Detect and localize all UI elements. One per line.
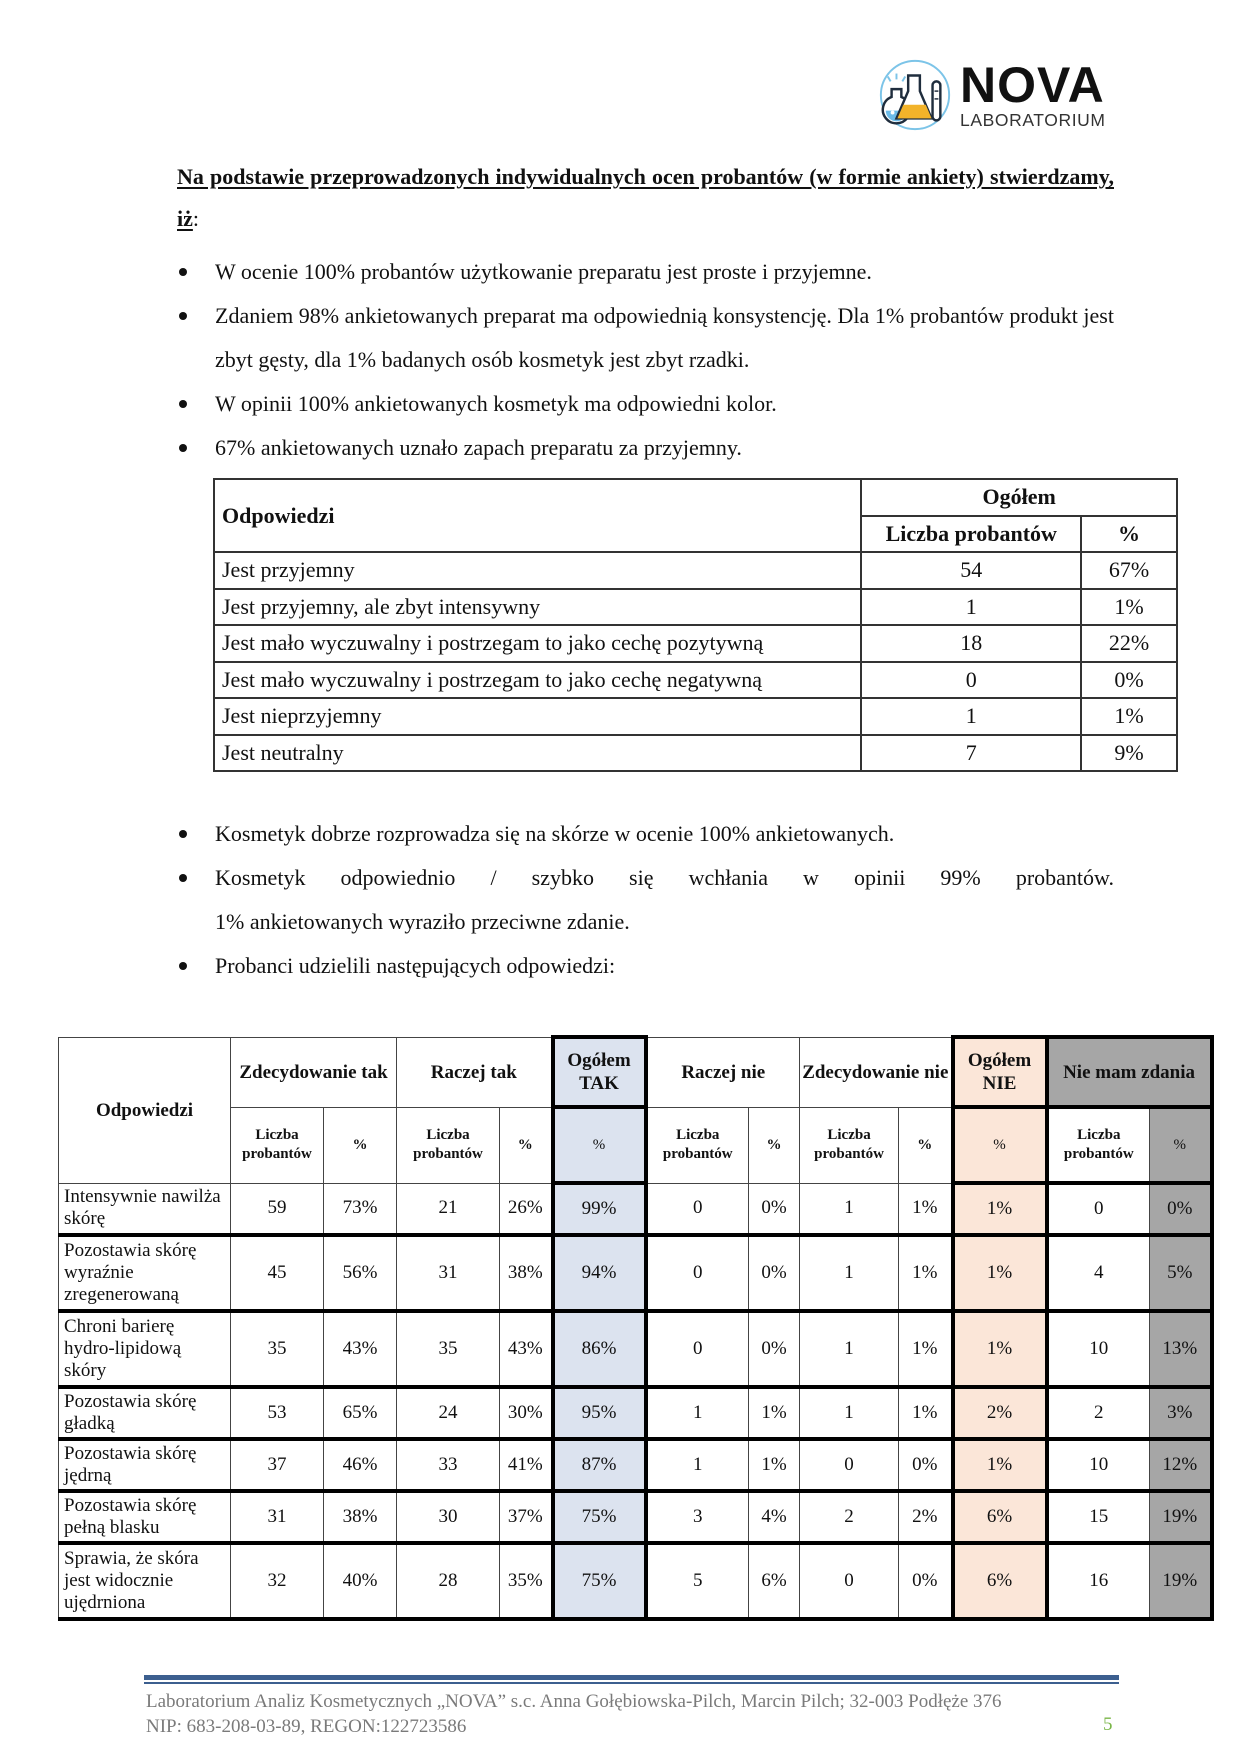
lab-flasks-icon bbox=[876, 56, 954, 134]
table-row bbox=[59, 1439, 1212, 1491]
subheader-count: Liczba probantów bbox=[800, 1107, 899, 1183]
row-count: 18 bbox=[861, 625, 1081, 662]
row-label: Jest nieprzyjemny bbox=[214, 698, 861, 735]
cell: 0 bbox=[1047, 1183, 1150, 1235]
cell: 38% bbox=[500, 1235, 553, 1311]
table-row bbox=[214, 552, 1177, 589]
row-label: Jest mało wyczuwalny i postrzegam to jako cechę pozytywną bbox=[214, 625, 861, 662]
cell: 0 bbox=[800, 1439, 899, 1491]
smell-header-total: Ogółem bbox=[861, 479, 1177, 516]
row-count: 1 bbox=[861, 589, 1081, 626]
subheader-count: Liczba probantów bbox=[1047, 1107, 1150, 1183]
intro-colon: : bbox=[192, 206, 200, 231]
cell-total-no: 6% bbox=[953, 1491, 1047, 1543]
list-item: Kosmetyk dobrze rozprowadza się na skórze w ocenie 100% ankietowanych. bbox=[177, 812, 1114, 856]
cell: 31 bbox=[231, 1491, 324, 1543]
cell: 30% bbox=[500, 1387, 553, 1439]
list-item-continuation: 1% ankietowanych wyraziło przeciwne zdanie. bbox=[215, 909, 630, 934]
cell: 5 bbox=[646, 1543, 749, 1619]
cell-total-yes: 86% bbox=[553, 1311, 646, 1387]
cell: 56% bbox=[324, 1235, 397, 1311]
table-row bbox=[214, 589, 1177, 626]
cell: 0% bbox=[749, 1311, 800, 1387]
cell: 37 bbox=[231, 1439, 324, 1491]
cell-no-opinion: 0% bbox=[1150, 1183, 1212, 1235]
cell: 30 bbox=[397, 1491, 500, 1543]
cell-no-opinion: 13% bbox=[1150, 1311, 1212, 1387]
footer-rule-thin bbox=[144, 1682, 1119, 1684]
table-row bbox=[214, 735, 1177, 772]
row-label: Pozostawia skórę gładką bbox=[59, 1387, 231, 1439]
cell-no-opinion: 19% bbox=[1150, 1543, 1212, 1619]
row-label: Sprawia, że skóra jest widocznie ujędrniona bbox=[59, 1543, 231, 1619]
row-label: Intensywnie nawilża skórę bbox=[59, 1183, 231, 1235]
cell: 0% bbox=[749, 1235, 800, 1311]
cell: 1% bbox=[749, 1387, 800, 1439]
table-row bbox=[59, 1491, 1212, 1543]
cell-total-yes: 87% bbox=[553, 1439, 646, 1491]
subheader-percent: % bbox=[749, 1107, 800, 1183]
cell: 35 bbox=[397, 1311, 500, 1387]
survey-results-table bbox=[58, 1035, 1214, 1621]
cell: 0% bbox=[899, 1543, 953, 1619]
header-total-yes: Ogółem TAK bbox=[553, 1037, 646, 1107]
row-percent: 9% bbox=[1081, 735, 1177, 772]
list-item: Probanci udzielili następujących odpowiedzi: bbox=[177, 944, 1114, 988]
row-label: Pozostawia skórę jędrną bbox=[59, 1439, 231, 1491]
cell: 35% bbox=[500, 1543, 553, 1619]
cell-total-no: 1% bbox=[953, 1183, 1047, 1235]
company-logo bbox=[876, 55, 1126, 135]
cell-no-opinion: 19% bbox=[1150, 1491, 1212, 1543]
table-row bbox=[59, 1235, 1212, 1311]
cell: 0 bbox=[646, 1235, 749, 1311]
cell-total-no: 1% bbox=[953, 1235, 1047, 1311]
cell: 4% bbox=[749, 1491, 800, 1543]
table-row bbox=[59, 1311, 1212, 1387]
cell-no-opinion: 12% bbox=[1150, 1439, 1212, 1491]
cell-total-no: 1% bbox=[953, 1439, 1047, 1491]
row-label: Jest mało wyczuwalny i postrzegam to jako cechę negatywną bbox=[214, 662, 861, 699]
row-count: 54 bbox=[861, 552, 1081, 589]
cell: 1 bbox=[800, 1183, 899, 1235]
row-count: 0 bbox=[861, 662, 1081, 699]
row-percent: 1% bbox=[1081, 698, 1177, 735]
cell: 0 bbox=[800, 1543, 899, 1619]
cell: 0% bbox=[749, 1183, 800, 1235]
footer-rule bbox=[144, 1675, 1119, 1680]
row-label: Jest przyjemny, ale zbyt intensywny bbox=[214, 589, 861, 626]
table-row bbox=[214, 662, 1177, 699]
intro-heading bbox=[177, 156, 1114, 240]
header-rather-yes: Raczej tak bbox=[397, 1037, 553, 1107]
row-count: 1 bbox=[861, 698, 1081, 735]
page-number: 5 bbox=[1103, 1714, 1113, 1735]
cell-no-opinion: 5% bbox=[1150, 1235, 1212, 1311]
cell: 2 bbox=[800, 1491, 899, 1543]
header-answers: Odpowiedzi bbox=[59, 1037, 231, 1183]
row-label: Jest przyjemny bbox=[214, 552, 861, 589]
cell: 1% bbox=[749, 1439, 800, 1491]
row-percent: 1% bbox=[1081, 589, 1177, 626]
list-item: W opinii 100% ankietowanych kosmetyk ma odpowiedni kolor. bbox=[177, 382, 1114, 426]
cell: 45 bbox=[231, 1235, 324, 1311]
cell-total-yes: 99% bbox=[553, 1183, 646, 1235]
cell: 1% bbox=[899, 1311, 953, 1387]
cell: 43% bbox=[500, 1311, 553, 1387]
cell-no-opinion: 3% bbox=[1150, 1387, 1212, 1439]
table-row bbox=[214, 625, 1177, 662]
cell-total-no: 6% bbox=[953, 1543, 1047, 1619]
cell: 41% bbox=[500, 1439, 553, 1491]
subheader-percent: % bbox=[953, 1107, 1047, 1183]
cell-total-no: 1% bbox=[953, 1311, 1047, 1387]
cell: 31 bbox=[397, 1235, 500, 1311]
cell-total-yes: 75% bbox=[553, 1543, 646, 1619]
logo-title: NOVA bbox=[960, 57, 1105, 114]
footer-company-line: Laboratorium Analiz Kosmetycznych „NOVA” s.c. Anna Gołębiowska-Pilch, Marcin Pilch; 32-003 Podłęże 376 bbox=[146, 1691, 1002, 1712]
header-total-no: Ogółem NIE bbox=[953, 1037, 1047, 1107]
cell: 28 bbox=[397, 1543, 500, 1619]
subheader-percent: % bbox=[553, 1107, 646, 1183]
subheader-percent: % bbox=[500, 1107, 553, 1183]
subheader-count: Liczba probantów bbox=[646, 1107, 749, 1183]
cell: 73% bbox=[324, 1183, 397, 1235]
cell: 10 bbox=[1047, 1311, 1150, 1387]
smell-header-percent: % bbox=[1081, 516, 1177, 553]
header-no-opinion: Nie mam zdania bbox=[1047, 1037, 1212, 1107]
list-item: Kosmetyk odpowiednio / szybko się wchłania w opinii 99% probantów. bbox=[177, 856, 1114, 900]
subheader-percent: % bbox=[899, 1107, 953, 1183]
smell-table bbox=[213, 478, 1178, 772]
cell: 38% bbox=[324, 1491, 397, 1543]
row-count: 7 bbox=[861, 735, 1081, 772]
cell: 21 bbox=[397, 1183, 500, 1235]
cell-total-no: 2% bbox=[953, 1387, 1047, 1439]
cell: 1 bbox=[800, 1387, 899, 1439]
footer-registration-line: NIP: 683-208-03-89, REGON:122723586 bbox=[146, 1716, 467, 1737]
cell: 35 bbox=[231, 1311, 324, 1387]
cell: 24 bbox=[397, 1387, 500, 1439]
row-percent: 0% bbox=[1081, 662, 1177, 699]
row-label: Pozostawia skórę wyraźnie zregenerowaną bbox=[59, 1235, 231, 1311]
cell: 53 bbox=[231, 1387, 324, 1439]
cell: 1% bbox=[899, 1183, 953, 1235]
header-definitely-no: Zdecydowanie nie bbox=[800, 1037, 953, 1107]
cell: 59 bbox=[231, 1183, 324, 1235]
cell: 10 bbox=[1047, 1439, 1150, 1491]
cell: 0% bbox=[899, 1439, 953, 1491]
cell: 0 bbox=[646, 1311, 749, 1387]
cell: 43% bbox=[324, 1311, 397, 1387]
smell-header-answers: Odpowiedzi bbox=[214, 479, 861, 552]
row-percent: 67% bbox=[1081, 552, 1177, 589]
cell-total-yes: 75% bbox=[553, 1491, 646, 1543]
cell: 46% bbox=[324, 1439, 397, 1491]
cell: 26% bbox=[500, 1183, 553, 1235]
subheader-count: Liczba probantów bbox=[397, 1107, 500, 1183]
cell: 16 bbox=[1047, 1543, 1150, 1619]
header-rather-no: Raczej nie bbox=[646, 1037, 800, 1107]
cell: 1 bbox=[646, 1439, 749, 1491]
cell: 4 bbox=[1047, 1235, 1150, 1311]
row-label: Jest neutralny bbox=[214, 735, 861, 772]
page-footer bbox=[146, 1689, 1121, 1739]
logo-subtitle: LABORATORIUM bbox=[960, 110, 1106, 131]
table-row bbox=[214, 698, 1177, 735]
cell: 1% bbox=[899, 1235, 953, 1311]
cell: 40% bbox=[324, 1543, 397, 1619]
cell: 33 bbox=[397, 1439, 500, 1491]
row-percent: 22% bbox=[1081, 625, 1177, 662]
cell: 65% bbox=[324, 1387, 397, 1439]
cell: 37% bbox=[500, 1491, 553, 1543]
cell: 1 bbox=[800, 1311, 899, 1387]
cell: 1 bbox=[646, 1387, 749, 1439]
cell: 15 bbox=[1047, 1491, 1150, 1543]
cell: 2 bbox=[1047, 1387, 1150, 1439]
subheader-percent: % bbox=[324, 1107, 397, 1183]
cell: 0 bbox=[646, 1183, 749, 1235]
table-row bbox=[59, 1543, 1212, 1619]
list-item: 67% ankietowanych uznało zapach preparatu za przyjemny. bbox=[177, 426, 1114, 470]
list-item: Zdaniem 98% ankietowanych preparat ma odpowiednią konsystencję. Dla 1% probantów produkt jest zbyt gęsty, dla 1% badanych osób kosmetyk jest zbyt rzadki. bbox=[177, 294, 1114, 382]
smell-header-count: Liczba probantów bbox=[861, 516, 1081, 553]
subheader-percent: % bbox=[1150, 1107, 1212, 1183]
intro-underlined-text: Na podstawie przeprowadzonych indywidualnych ocen probantów (w formie ankiety) stwierdzamy, iż bbox=[177, 164, 1114, 231]
list-item: W ocenie 100% probantów użytkowanie preparatu jest proste i przyjemne. bbox=[177, 250, 1114, 294]
subheader-count: Liczba probantów bbox=[231, 1107, 324, 1183]
row-label: Chroni barierę hydro-lipidową skóry bbox=[59, 1311, 231, 1387]
cell: 1% bbox=[899, 1387, 953, 1439]
cell: 3 bbox=[646, 1491, 749, 1543]
table-row bbox=[59, 1387, 1212, 1439]
cell-total-yes: 94% bbox=[553, 1235, 646, 1311]
row-label: Pozostawia skórę pełną blasku bbox=[59, 1491, 231, 1543]
findings-list-bottom bbox=[177, 812, 1114, 988]
cell: 2% bbox=[899, 1491, 953, 1543]
cell: 6% bbox=[749, 1543, 800, 1619]
header-definitely-yes: Zdecydowanie tak bbox=[231, 1037, 397, 1107]
table-row bbox=[59, 1183, 1212, 1235]
cell-total-yes: 95% bbox=[553, 1387, 646, 1439]
cell: 32 bbox=[231, 1543, 324, 1619]
cell: 1 bbox=[800, 1235, 899, 1311]
findings-list-top bbox=[177, 250, 1114, 470]
